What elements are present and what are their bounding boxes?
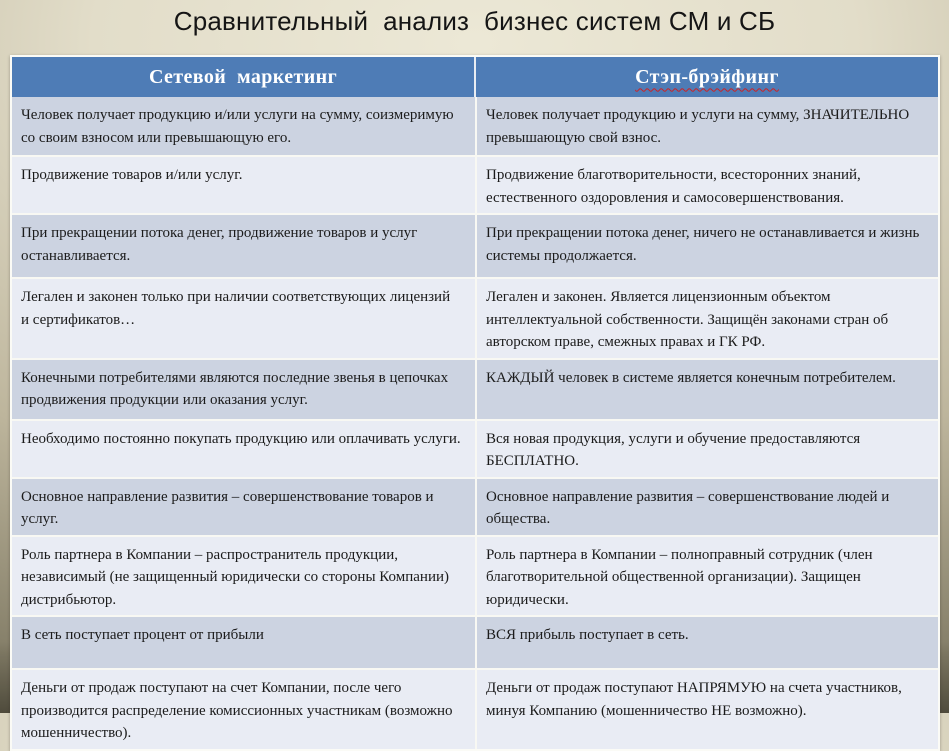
cell-step-braiding: ВСЯ прибыль поступает в сеть. [475, 617, 938, 668]
cell-network-marketing: При прекращении потока денег, продвижение товаров и услуг останавливается. [21, 225, 418, 264]
cell-network-marketing: Основное направление развития – совершенствование товаров и услуг. [21, 488, 434, 527]
cell-step-braiding: Человек получает продукцию и услуги на сумму, ЗНАЧИТЕЛЬНО превышающую свой взнос. [475, 97, 938, 155]
cell-step-braiding: Легален и законен. Является лицензионным объектом интеллектуальной собственности. Защищён законами стран об авторском праве, смежных правах и ГК РФ. [475, 279, 938, 358]
header-step-braiding-label: Стэп-брэйфинг [635, 65, 779, 88]
cell-step-braiding: Роль партнера в Компании – полноправный сотрудник (член благотворительной общественной организации). Защищен юридически. [475, 537, 938, 616]
table-row [12, 277, 938, 358]
table-row [12, 97, 938, 155]
table-row [12, 213, 938, 277]
slide-title: Сравнительный анализ бизнес систем СМ и СБ [173, 6, 776, 36]
cell-step-braiding: Деньги от продаж поступают НАПРЯМУЮ на счета участников, минуя Компанию (мошенничество НЕ возможно). [475, 670, 938, 749]
cell-step-braiding: Продвижение благотворительности, всесторонних знаний, естественного оздоровления и самосовершенствования. [475, 157, 938, 213]
table-row [12, 358, 938, 419]
table-row [12, 668, 938, 749]
table-row [12, 615, 938, 668]
cell-network-marketing: Деньги от продаж поступают на счет Компании, после чего производится распределение комиссионных участникам (возможно мошенничество). [21, 680, 453, 741]
table-row [12, 419, 938, 477]
cell-step-braiding: Основное направление развития – совершенствование людей и общества. [475, 479, 938, 535]
header-network-marketing: Сетевой маркетинг [148, 65, 338, 88]
cell-step-braiding: КАЖДЫЙ человек в системе является конечным потребителем. [475, 360, 938, 419]
cell-network-marketing: Необходимо постоянно покупать продукцию или оплачивать услуги. [21, 430, 461, 447]
comparison-table [10, 55, 940, 751]
cell-network-marketing: Легален и законен только при наличии соответствующих лицензий и сертификатов… [21, 289, 451, 328]
cell-network-marketing: Продвижение товаров и/или услуг. [21, 167, 243, 183]
cell-network-marketing: Человек получает продукцию и/или услуги на сумму, соизмеримую со своим взносом или превышающую его. [21, 107, 454, 146]
table-row [12, 477, 938, 535]
cell-step-braiding: Вся новая продукция, услуги и обучение предоставляются БЕСПЛАТНО. [475, 421, 938, 477]
cell-step-braiding: При прекращении потока денег, ничего не останавливается и жизнь системы продолжается. [475, 215, 938, 277]
header-step-braiding [474, 57, 938, 97]
cell-network-marketing: Роль партнера в Компании – распространитель продукции, независимый (не защищенный юридически со стороны Компании) дистрибьютор. [21, 546, 449, 608]
cell-network-marketing: В сеть поступает процент от прибыли [21, 627, 264, 643]
table-header-row [12, 57, 938, 97]
table-row [12, 155, 938, 213]
table-row [12, 535, 938, 616]
cell-network-marketing: Конечными потребителями являются последние звенья в цепочках продвижения продукции или оказания услуг. [21, 369, 449, 408]
